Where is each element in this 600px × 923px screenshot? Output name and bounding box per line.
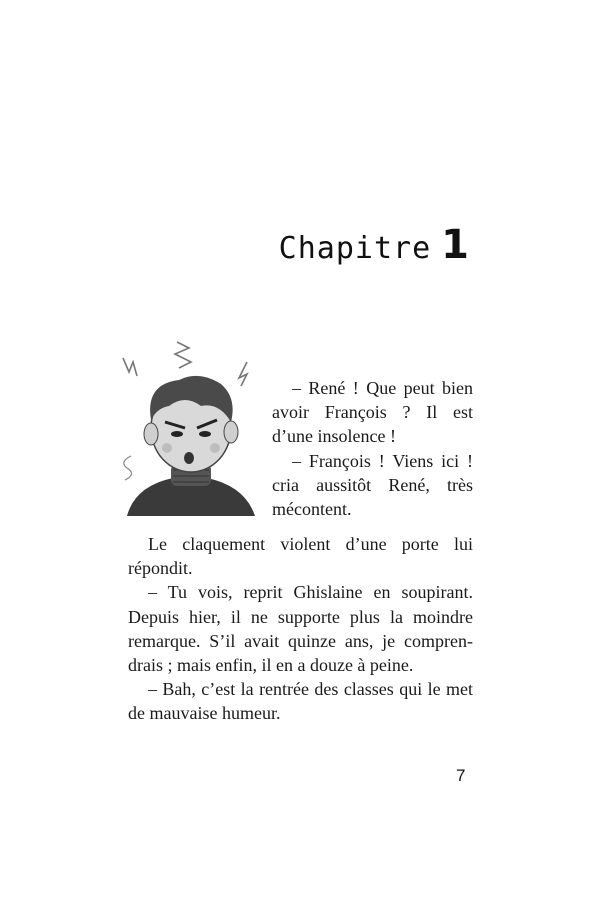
text-column-narrow [272,376,473,521]
chapter-label: Chapitre [278,231,432,266]
paragraph: – Bah, c’est la rentrée des classes qui le met de mauvaise humeur. [128,679,473,724]
page-number: 7 [456,766,466,785]
paragraph: – René ! Que peut bien avoir François ? Il est d’une insolence ! [272,378,473,447]
chapter-heading [279,222,470,268]
paragraph: Le claquement violent d’une porte lui répondit. [128,534,473,579]
angry-boy-illustration-icon [115,336,265,516]
paragraph: – François ! Viens ici ! cria aussitôt René, très mécontent. [272,450,473,520]
text-column-wide [128,532,473,726]
paragraph: – Tu vois, reprit Ghislaine en soupirant. Depuis hier, il ne supporte plus la moindre remarque. S’il avait quinze ans, je comprendrais ; mais enfin, il en a douze à peine. [128,582,473,676]
chapter-number: 1 [441,222,470,268]
